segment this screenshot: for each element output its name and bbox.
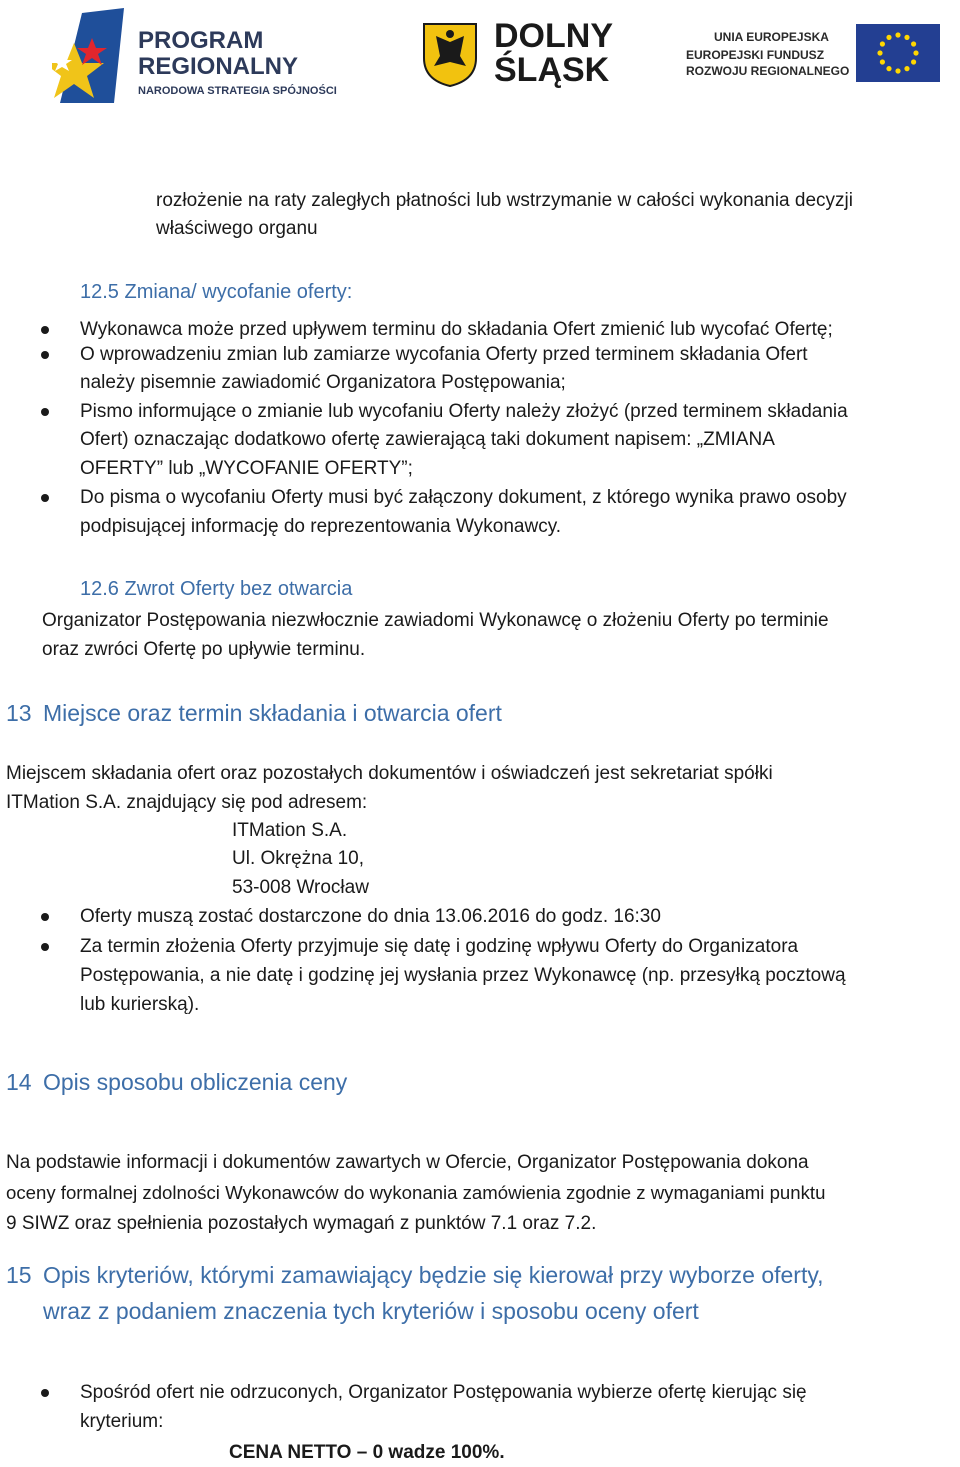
s13-line-2: ITMation S.A. znajdujący się pod adresem:	[6, 792, 368, 813]
section-13-title: Miejsce oraz termin składania i otwarcia ofert	[43, 700, 502, 726]
eu-logo-line3: ROZWOJU REGIONALNEGO	[686, 64, 850, 78]
program-regionalny-logo	[52, 8, 362, 108]
section-15-title-line-2: wraz z podaniem znaczenia tych kryteriów i sposobu oceny ofert	[43, 1298, 699, 1324]
dolny-logo-line2: ŚLĄSK	[494, 51, 610, 89]
bullet-dot	[41, 943, 49, 951]
eu-logo-line2: EUROPEJSKI FUNDUSZ	[686, 48, 825, 62]
s125-b2-l1: O wprowadzeniu zmian lub zamiarze wycofania Oferty przed terminem składania Ofert	[80, 344, 808, 365]
section-15-title-line-1: Opis kryteriów, którymi zamawiający będzie się kierował przy wyborze oferty,	[43, 1262, 824, 1288]
s125-b3-l3: OFERTY” lub „WYCOFANIE OFERTY”;	[80, 458, 413, 479]
section-13-number: 13	[6, 700, 32, 726]
coat-of-arms-icon	[422, 22, 478, 88]
section-13-heading	[6, 696, 502, 730]
s13-address-3: 53-008 Wrocław	[232, 877, 369, 898]
section-12-5-title: 12.5 Zmiana/ wycofanie oferty:	[80, 281, 353, 303]
bullet-dot	[41, 351, 49, 359]
eu-logo-line1: UNIA EUROPEJSKA	[714, 30, 829, 44]
s13-address-2: Ul. Okrężna 10,	[232, 848, 364, 869]
program-logo-line1: PROGRAM	[138, 27, 264, 54]
s15-b1-l1: Spośród ofert nie odrzuconych, Organizator Postępowania wybierze ofertę kierując się	[80, 1382, 807, 1403]
s126-line-1: Organizator Postępowania niezwłocznie zawiadomi Wykonawcę o złożeniu Oferty po terminie	[42, 610, 829, 631]
section-14-heading	[6, 1065, 347, 1099]
s14-line-1: Na podstawie informacji i dokumentów zawartych w Ofercie, Organizator Postępowania dokona	[6, 1152, 809, 1173]
s15-criterion: CENA NETTO – 0 wadze 100%.	[229, 1442, 505, 1463]
s13-b2-l3: lub kurierską).	[80, 994, 200, 1015]
section-12-6-title: 12.6 Zwrot Oferty bez otwarcia	[80, 578, 353, 600]
section-14-number: 14	[6, 1069, 32, 1095]
dolny-logo-line1: DOLNY	[494, 17, 613, 55]
section-15-number: 15	[6, 1262, 32, 1288]
bullet-dot	[41, 408, 49, 416]
s13-line-1: Miejscem składania ofert oraz pozostałych dokumentów i oświadczeń jest sekretariat spółki	[6, 763, 773, 784]
s13-b1-l1: Oferty muszą zostać dostarczone do dnia 13.06.2016 do godz. 16:30	[80, 906, 661, 927]
s125-b1-l1: Wykonawca może przed upływem terminu do składania Ofert zmienić lub wycofać Ofertę;	[80, 319, 833, 340]
s15-b1-l2: kryterium:	[80, 1411, 164, 1432]
bullet-dot	[41, 326, 49, 334]
s126-line-2: oraz zwróci Ofertę po upływie terminu.	[42, 639, 366, 660]
eu-logo	[686, 24, 942, 88]
s13-b2-l2: Postępowania, a nie datę i godzinę jej wysłania przez Wykonawcę (np. przesyłką pocztową	[80, 965, 846, 986]
s14-line-3: 9 SIWZ oraz spełnienia pozostałych wymagań z punktów 7.1 oraz 7.2.	[6, 1213, 597, 1234]
intro-line-2: właściwego organu	[156, 218, 318, 239]
s125-b3-l1: Pismo informujące o zmianie lub wycofaniu Oferty należy złożyć (przed terminem składania	[80, 401, 848, 422]
s13-b2-l1: Za termin złożenia Oferty przyjmuje się datę i godzinę wpływu Oferty do Organizatora	[80, 936, 799, 957]
section-14-title: Opis sposobu obliczenia ceny	[43, 1069, 348, 1095]
bullet-dot	[41, 1389, 49, 1397]
eu-flag-icon	[856, 24, 940, 82]
program-star-icon	[52, 8, 132, 108]
program-logo-line2: REGIONALNY	[138, 53, 299, 80]
s125-b4-l2: podpisującej informację do reprezentowania Wykonawcy.	[80, 516, 562, 537]
intro-line-1: rozłożenie na raty zaległych płatności lub wstrzymanie w całości wykonania decyzji	[156, 190, 853, 211]
s13-address-1: ITMation S.A.	[232, 820, 348, 841]
s125-b3-l2: Ofert) oznaczając dodatkowo ofertę zawierającą taki dokument napisem: „ZMIANA	[80, 429, 775, 450]
s125-b2-l2: należy pisemnie zawiadomić Organizatora Postępowania;	[80, 372, 566, 393]
program-logo-line3: NARODOWA STRATEGIA SPÓJNOŚCI	[138, 85, 337, 97]
dolny-slask-logo	[422, 18, 622, 92]
s14-line-2: oceny formalnej zdolności Wykonawców do wykonania zamówienia zgodnie z wymaganiami punktu	[6, 1182, 826, 1203]
s125-b4-l1: Do pisma o wycofaniu Oferty musi być załączony dokument, z którego wynika prawo osoby	[80, 487, 847, 508]
section-15-heading	[6, 1258, 824, 1292]
bullet-dot	[41, 494, 49, 502]
bullet-dot	[41, 913, 49, 921]
